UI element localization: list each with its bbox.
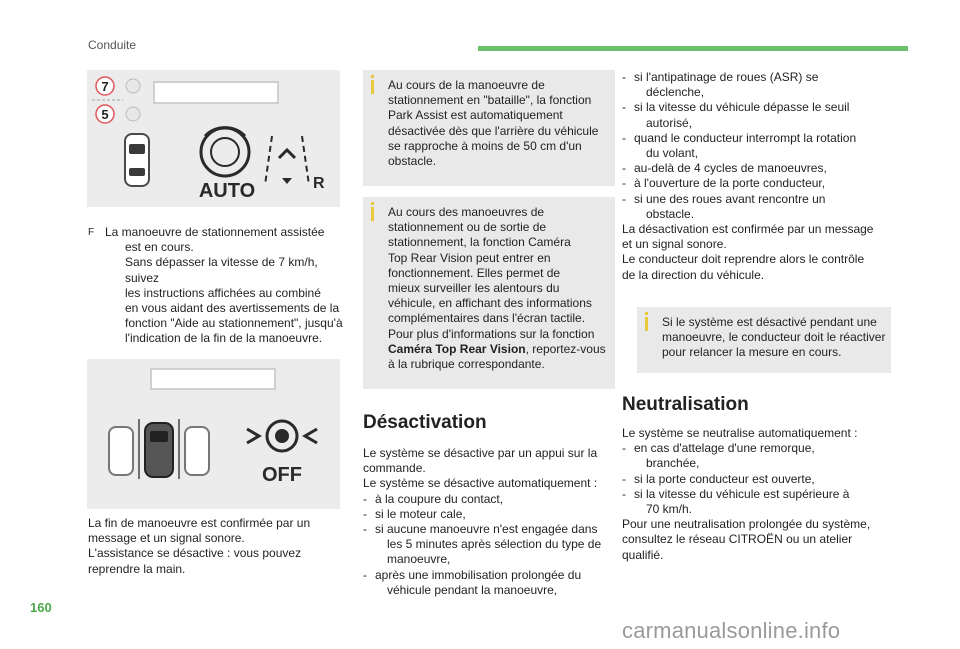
info-icon (371, 207, 374, 221)
note-park-assist (363, 70, 615, 186)
text-line: à la rubrique correspondante. (388, 357, 545, 372)
list-item: si une des roues avant rencontre un (634, 191, 826, 206)
text-line: manoeuvre, le conducteur doit le réactiver (662, 330, 886, 345)
text-line: La désactivation est confirmée par un message (622, 222, 874, 237)
bold-ref: Caméra Top Rear Vision (388, 341, 526, 356)
text-line: qualifié. (622, 547, 664, 562)
r-label: R (313, 175, 325, 192)
dash: - (363, 522, 367, 537)
text-line: obstacle. (388, 154, 437, 169)
figure-off-illustration (87, 359, 340, 509)
list-item: manoeuvre, (387, 552, 451, 567)
text-fragment: , reportez-vous (525, 341, 606, 356)
dash: - (363, 567, 367, 582)
text-line: Pour une neutralisation prolongée du système, (622, 517, 871, 532)
dash: - (622, 486, 626, 501)
text-line: Au cours de la manoeuvre de (388, 78, 545, 92)
marker-5: 5 (101, 107, 109, 122)
off-label: OFF (262, 464, 302, 486)
text-line: les instructions affichées au combiné (125, 285, 321, 300)
list-item: quand le conducteur interrompt la rotation (634, 130, 857, 145)
list-item: après une immobilisation prolongée du (375, 567, 582, 582)
dash: - (622, 100, 626, 115)
list-item: obstacle. (646, 206, 695, 221)
info-icon (645, 317, 648, 331)
list-item: si le moteur cale, (375, 506, 466, 521)
text-line: Park Assist est automatiquement (388, 108, 563, 123)
list-item: si la vitesse du véhicule est supérieure à (634, 486, 850, 501)
text-line: complémentaires dans l'écran tactile. (388, 311, 586, 326)
text-line: Le système se désactive par un appui sur la (363, 446, 598, 460)
text-line: et un signal sonore. (622, 237, 727, 252)
bullet-f: F (88, 227, 95, 238)
desactivation-body (363, 446, 623, 598)
text-line: Pour plus d'informations sur la fonction (388, 326, 595, 341)
dash: - (622, 191, 626, 206)
figure-auto-illustration (87, 70, 340, 207)
text-line: Top Rear Vision peut entrer en (388, 250, 551, 265)
list-item: si la porte conducteur est ouverte, (634, 471, 815, 486)
text-line: en vous aidant des avertissements de la (125, 301, 340, 316)
heading-neutralisation: Neutralisation (622, 394, 749, 415)
figure-off (87, 359, 340, 509)
section-title: Conduite (88, 38, 137, 52)
list-item: déclenche, (646, 85, 705, 100)
text-line: Si le système est désactivé pendant une (662, 315, 877, 329)
marker-7: 7 (101, 79, 109, 94)
note-reactivate (637, 307, 891, 373)
list-item: à la coupure du contact, (375, 491, 504, 506)
text-line: fonctionnement. Elles permet de (388, 265, 561, 280)
auto-label: AUTO (198, 180, 256, 202)
text-line: Sans dépasser la vitesse de 7 km/h, suivez (125, 255, 318, 285)
text-line: consultez le réseau CITROËN ou un atelier (622, 532, 853, 547)
dash: - (622, 471, 626, 486)
list-item: en cas d'attelage d'une remorque, (634, 441, 815, 456)
info-icon (371, 80, 374, 94)
text-line: est en cours. (125, 240, 194, 255)
header-bar (478, 46, 908, 51)
text-line: désactivée dès que l'arrière du véhicule (388, 123, 599, 138)
col3-list (622, 70, 897, 283)
text-line: stationnement, la fonction Caméra (388, 235, 571, 250)
list-item: véhicule pendant la manoeuvre, (387, 582, 558, 597)
list-item: les 5 minutes après sélection du type de (387, 537, 602, 552)
heading-desactivation: Désactivation (363, 412, 487, 433)
text-line: véhicule, en affichant des informations (388, 296, 592, 311)
dash: - (622, 176, 626, 191)
list-item: au-delà de 4 cycles de manoeuvres, (634, 161, 827, 176)
list-item: branchée, (646, 456, 700, 471)
dash: - (622, 441, 626, 456)
dash: - (363, 491, 367, 506)
neutralisation-body (622, 426, 897, 563)
text-line: l'indication de la fin de la manoeuvre. (125, 331, 323, 346)
list-item: si la vitesse du véhicule dépasse le seuil (634, 100, 850, 115)
text-line (388, 342, 606, 357)
text-line: Le système se neutralise automatiquement : (622, 426, 858, 440)
text-line: La fin de manoeuvre est confirmée par un (88, 516, 311, 530)
watermark: carmanualsonline.info (622, 618, 841, 643)
text-line: de la direction du véhicule. (622, 267, 765, 282)
text-line: L'assistance se désactive : vous pouvez (88, 546, 302, 561)
text-line: pour relancer la mesure en cours. (662, 345, 842, 360)
text-line: reprendre la main. (88, 561, 186, 576)
dash: - (363, 506, 367, 521)
text-line: message et un signal sonore. (88, 531, 245, 546)
note-top-rear-vision (363, 197, 615, 389)
text-line: Le système se désactive automatiquement : (363, 476, 598, 491)
col1-instruction (88, 225, 348, 347)
text-line: se rapproche à moins de 50 cm d'un (388, 138, 582, 153)
figure-auto-parking (87, 70, 340, 207)
text-line: Au cours des manoeuvres de (388, 205, 545, 219)
text-line: commande. (363, 461, 426, 476)
dash: - (622, 161, 626, 176)
list-item: autorisé, (646, 115, 693, 130)
page-number: 160 (30, 600, 52, 615)
text-line: La manoeuvre de stationnement assistée (105, 225, 325, 239)
dash: - (622, 130, 626, 145)
dash: - (622, 70, 626, 84)
list-item: si aucune manoeuvre n'est engagée dans (375, 522, 598, 537)
col1-end (88, 516, 348, 577)
text-line: mieux surveiller les alentours du (388, 281, 560, 296)
list-item: du volant, (646, 146, 699, 161)
list-item: à l'ouverture de la porte conducteur, (634, 176, 826, 191)
text-line: fonction "Aide au stationnement", jusqu'à (125, 316, 343, 331)
text-line: stationnement en "bataille", la fonction (388, 93, 592, 108)
list-item: si l'antipatinage de roues (ASR) se (634, 70, 819, 84)
list-item: 70 km/h. (646, 502, 693, 517)
text-line: stationnement ou de sortie de (388, 220, 547, 235)
text-line: Le conducteur doit reprendre alors le contrôle (622, 252, 865, 267)
